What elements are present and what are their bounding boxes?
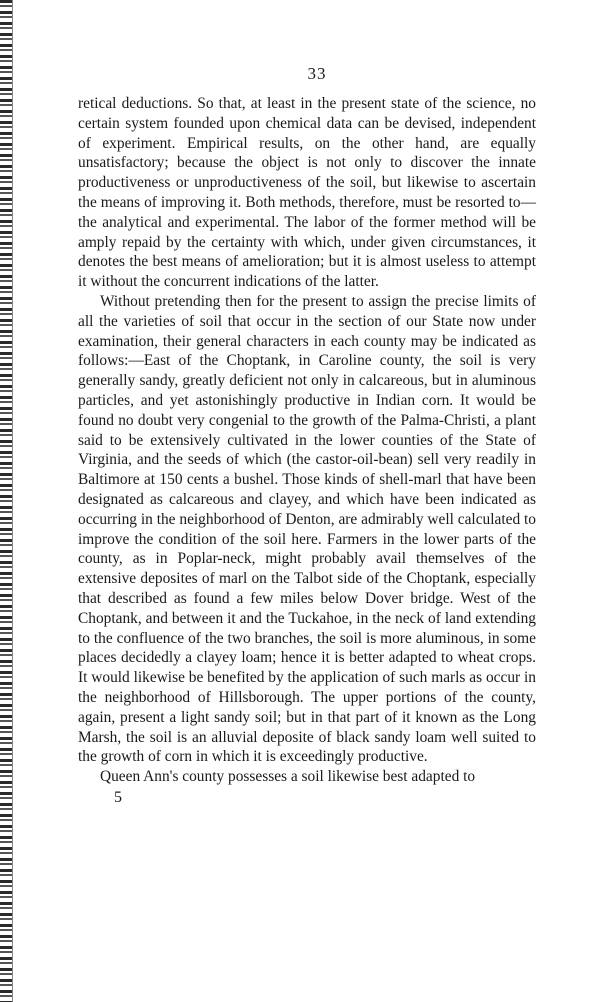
paragraph-queen-anns: Queen Ann's county possesses a soil likewise best adapted to bbox=[100, 768, 476, 786]
book-page bbox=[78, 64, 536, 807]
paragraph-soil-varieties: Without pretending then for the present to assign the precise limits of all the varieties of soil that occur in the section of our State now under examination, their general characters in each county may be indicated as follows:—East of the Choptank, in Caroline county, the soil is very generally sandy, greatly deficient not only in calcareous, but in aluminous particles, and yet astonishingly productive in Indian corn. It would be found no doubt very congenial to the growth of the Palma-Christi, a plant said to be extensively cultivated in the lower counties of the State of Virginia, and the seeds of which (the castor-oil-bean) sell very readily in Baltimore at 150 cents a bushel. Those kinds of shell-marl that have been designated as calcareous and clayey, and which have been indicated as occurring in the neighborhood of Denton, are admirably well calculated to improve the condition of the soil here. Farmers in the lower parts of the county, as in Poplar-neck, might probably avail themselves of the extensive deposites of marl on the Talbot side of the Choptank, especially that described as found a few miles below Dover bridge. West of the Choptank, and between it and the Tuckahoe, in the neck of land extending to the confluence of the two branches, the soil is more aluminous, in some places decidedly a clayey loam; hence it is better adapted to wheat crops. It would likewise be benefited by the application of such marls as occur in the neighborhood of Hillsborough. The upper portions of the county, again, present a light sandy soil; but in that part of it known as the Long Marsh, the soil is an alluvial deposite of black sandy loam well suited to the growth of corn in which it is exceedingly productive. bbox=[78, 292, 536, 766]
page-number: 33 bbox=[307, 64, 327, 83]
paragraph-continuation: retical deductions. So that, at least in the present state of the science, no certain system founded upon chemical data can be devised, independent of experiment. Empirical results, on the other hand, are equally unsatisfactory; because the object is not only to discover the innate productiveness or unproductiveness of the soil, but likewise to ascertain the means of improving it. Both methods, therefore, must be resorted to—the analytical and experimental. The labor of the former method will be amply repaid by the certainty with which, under given circumstances, it denotes the best means of amelioration; but it is almost useless to attempt it without the concurrent indications of the latter. bbox=[78, 95, 536, 291]
scan-binding-edge bbox=[0, 0, 13, 1002]
signature-mark: 5 bbox=[114, 788, 122, 806]
